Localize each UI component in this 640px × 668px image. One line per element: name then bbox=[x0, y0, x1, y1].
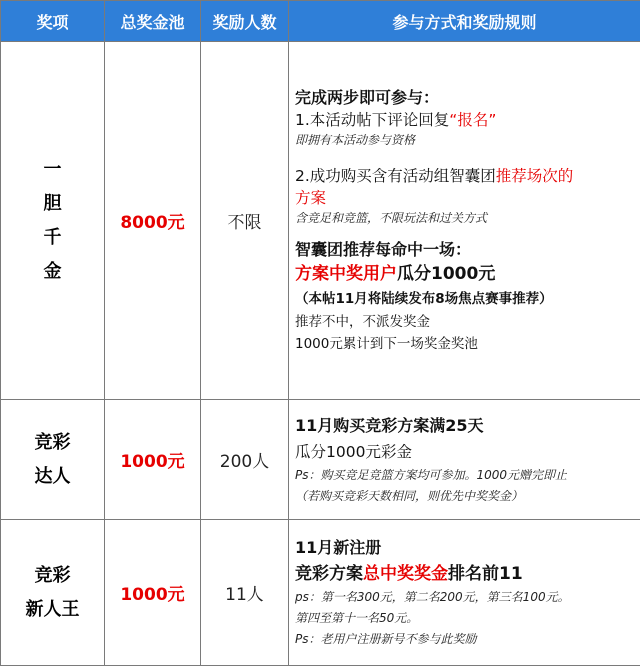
rules-ps-2: 第四至第十一名50元。 bbox=[295, 611, 419, 625]
rules-cell bbox=[289, 42, 640, 400]
rules-ps-3: Ps：老用户注册新号不参与此奖励 bbox=[295, 632, 477, 646]
rule-step-1: 1.本活动帖下评论回复“报名” bbox=[295, 110, 497, 129]
header-award: 奖项 bbox=[1, 1, 105, 42]
rules-ps-2: （若购买竞彩天数相同，则优先中奖奖金） bbox=[295, 488, 524, 503]
rules-title: 11月购买竞彩方案满25天 bbox=[295, 415, 484, 435]
header-winner-count: 奖励人数 bbox=[201, 1, 289, 42]
header-prize-pool: 总奖金池 bbox=[105, 1, 201, 42]
rule-step-1-note: 即拥有本活动参与资格 bbox=[295, 132, 416, 147]
winner-count: 不限 bbox=[201, 42, 289, 400]
rules-ranking: 竞彩方案总中奖奖金排名前11 bbox=[295, 564, 523, 584]
award-name: 一胆千金 bbox=[1, 42, 105, 400]
rules-cell bbox=[289, 400, 640, 520]
rules-ps-1: Ps：购买竞足竞篮方案均可参加。1000元赠完即止 bbox=[295, 467, 568, 482]
rules-title: 11月新注册 bbox=[295, 538, 382, 557]
rules-subtitle: 瓜分1000元彩金 bbox=[295, 442, 412, 461]
table-row bbox=[1, 520, 640, 666]
promo-note: （本帖11月将陆续发布8场焦点赛事推荐） bbox=[295, 290, 553, 307]
winner-count: 200人 bbox=[201, 400, 289, 520]
promo-detail-b: 1000元累计到下一场奖金奖池 bbox=[295, 335, 478, 352]
award-name: 竞彩 新人王 bbox=[1, 520, 105, 666]
promo-title: 智囊团推荐每命中一场： bbox=[295, 239, 472, 259]
table-row bbox=[1, 42, 640, 400]
rules-ps-1: ps：第一名300元，第二名200元，第三名100元。 bbox=[295, 590, 570, 604]
rules-cell bbox=[289, 520, 640, 666]
award-name: 竞彩 达人 bbox=[1, 400, 105, 520]
winner-count: 11人 bbox=[201, 520, 289, 666]
promo-line: 方案中奖用户瓜分1000元 bbox=[295, 263, 496, 284]
rule-step-2: 2.成功购买含有活动组智囊团推荐场次的 bbox=[295, 166, 574, 185]
table-row bbox=[1, 400, 640, 520]
prize-pool: 8000元 bbox=[105, 42, 201, 400]
prize-pool: 1000元 bbox=[105, 520, 201, 666]
rule-step-2-cont: 方案 bbox=[295, 188, 327, 207]
header-rules: 参与方式和奖励规则 bbox=[289, 1, 640, 42]
prize-pool: 1000元 bbox=[105, 400, 201, 520]
header-row bbox=[1, 1, 640, 42]
promo-detail-a: 推荐不中，不派发奖金 bbox=[295, 313, 430, 330]
rule-step-2-note: 含竞足和竞篮，不限玩法和过关方式 bbox=[295, 210, 488, 225]
rules-heading: 完成两步即可参与： bbox=[295, 87, 440, 107]
